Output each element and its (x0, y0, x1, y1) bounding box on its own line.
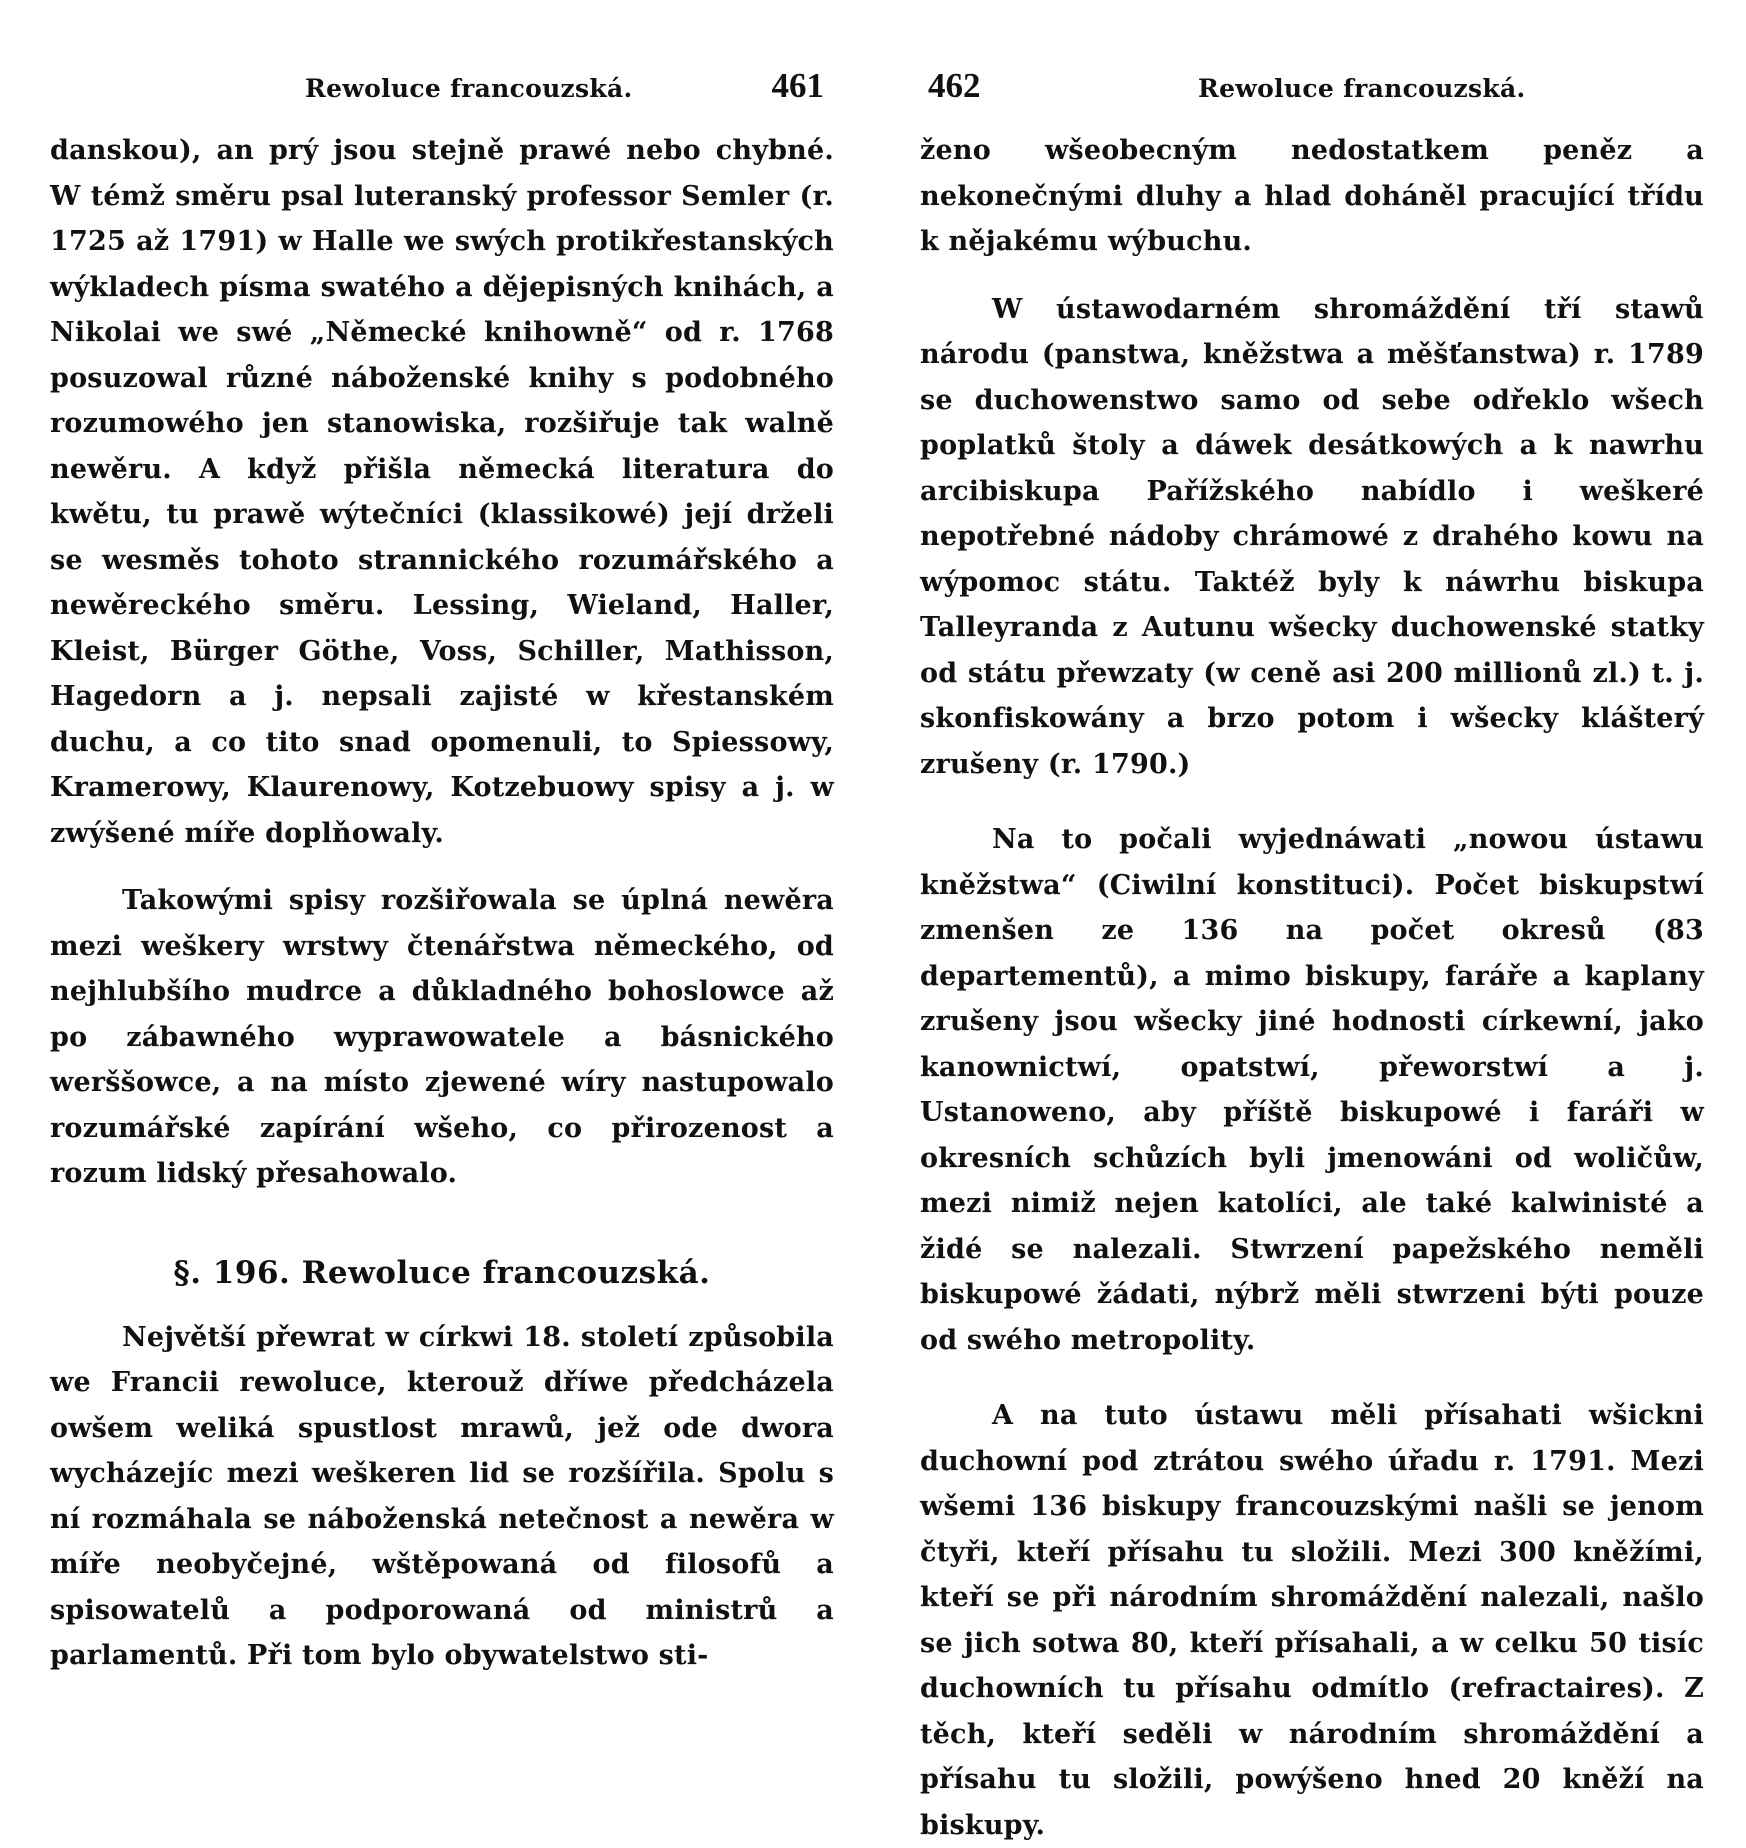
left-paragraph-3: Největší přewrat w církwi 18. století způsobila we Francii rewoluce, kterouž dříwe předcházela owšem weliká spustlost mrawů, jež ode dwora wycházejíc mezi weškeren lid se rozšířila. Spolu s ní rozmáhala se náboženská netečnost a newěra w míře neobyčejné, wštěpowaná od filosofů a spisowatelů a podporowaná od ministrů a parlamentů. Při tom bylo obywatelstwo sti- (50, 1321, 834, 1671)
right-running-title: Rewoluce francouzská. (1198, 74, 1526, 103)
left-paragraph-1: danskou), an prý jsou stejně prawé nebo chybné. W témž směru psal luteranský professor Semler (r. 1725 až 1791) w Halle we swých protikřestanských wýkladech písma swatého a dějepisných knihách, a Nikolai we swé „Německé knihowně“ od r. 1768 posuzowal různé náboženské knihy s podobného rozumowého jen stanowiska, rozšiřuje tak walně newěru. A když přišla německá literatura do kwětu, tu prawě wýtečníci (klassikowé) její drželi se wesměs tohoto strannického rozumářského a newěreckého směru. Lessing, Wieland, Haller, Kleist, Bürger Göthe, Voss, Schiller, Mathisson, Hagedorn a j. nepsali zajisté w křestanském duchu, a co tito snad opomenuli, to Spiessowy, Kramerowy, Klaurenowy, Kotzebuowy spisy a j. w zwýšené míře doplňowaly. (50, 135, 834, 849)
right-page-number: 462 (928, 66, 981, 105)
left-page-number: 461 (771, 66, 824, 105)
left-page (30, 0, 850, 1671)
right-paragraph-2: W ústawodarném shromáždění tří stawů národu (panstwa, kněžstwa a měšťanstwa) r. 1789 se duchowenstwo samo od sebe odřeklo wšech poplatků štoly a dáwek desátkowých a k nawrhu arcibiskupa Pařížského nabídlo i weškeré nepotřebné nádoby chrámowé z drahého kowu na wýpomoc státu. Taktéž byly k náwrhu biskupa Talleyranda z Autunu wšecky duchowenské statky od státu přewzaty (w ceně asi 200 millionů zl.) t. j. skonfiskowány a brzo potom i wšecky klášterý zrušeny (r. 1790.) (920, 293, 1704, 780)
right-page (904, 0, 1724, 1841)
right-paragraph-4: A na tuto ústawu měli přísahati wšickni duchowní pod ztrátou swého úřadu r. 1791. Mezi wšemi 136 biskupy francouzskými našli se jenom čtyři, kteří přísahu tu složili. Mezi 300 kněžími, kteří se při národním shromáždění nalezali, našlo se jich sotwa 80, kteří přísahali, a w celku 50 tisíc duchowních tu přísahu odmítlo (refractaires). Z těch, kteří seděli w národním shromáždění a přísahu tu složili, powýšeno hned 20 kněží na biskupy. (920, 1400, 1704, 1841)
right-running-head (920, 60, 1704, 110)
section-heading: §. 196. Rewoluce francouzská. (173, 1254, 711, 1291)
left-running-head (50, 60, 834, 110)
right-paragraph-1: ženo wšeobecným nedostatkem peněz a nekonečnými dluhy a hlad doháněl pracující třídu k nějakému wýbuchu. (920, 135, 1704, 257)
right-paragraph-3: Na to počali wyjednáwati „nowou ústawu kněžstwa“ (Ciwilní konstituci). Počet biskupstwí zmenšen ze 136 na počet okresů (83 departementů), a mimo biskupy, faráře a kaplany zrušeny jsou wšecky jiné hodnosti církewní, jako kanownictwí, opatstwí, přeworstwí a j. Ustanoweno, aby příště biskupowé i faráři w okresních schůzích byli jmenowáni od woličůw, mezi nimiž nejen katolíci, ale také kalwinisté a židé se nalezali. Stwrzení papežského neměli biskupowé žádati, nýbrž měli stwrzeni býti pouze od swého metropolity. (920, 824, 1704, 1356)
left-paragraph-2: Takowými spisy rozšiřowala se úplná newěra mezi weškery wrstwy čtenářstwa německého, od nejhlubšího mudrce a důkladného bohoslowce až po zábawného wyprawowatele a básnického werššowce, a na místo zjewené wíry nastupowalo rozumářské zapírání wšeho, co přirozenost a rozum lidský přesahowalo. (50, 885, 834, 1189)
left-running-title: Rewoluce francouzská. (305, 74, 633, 103)
